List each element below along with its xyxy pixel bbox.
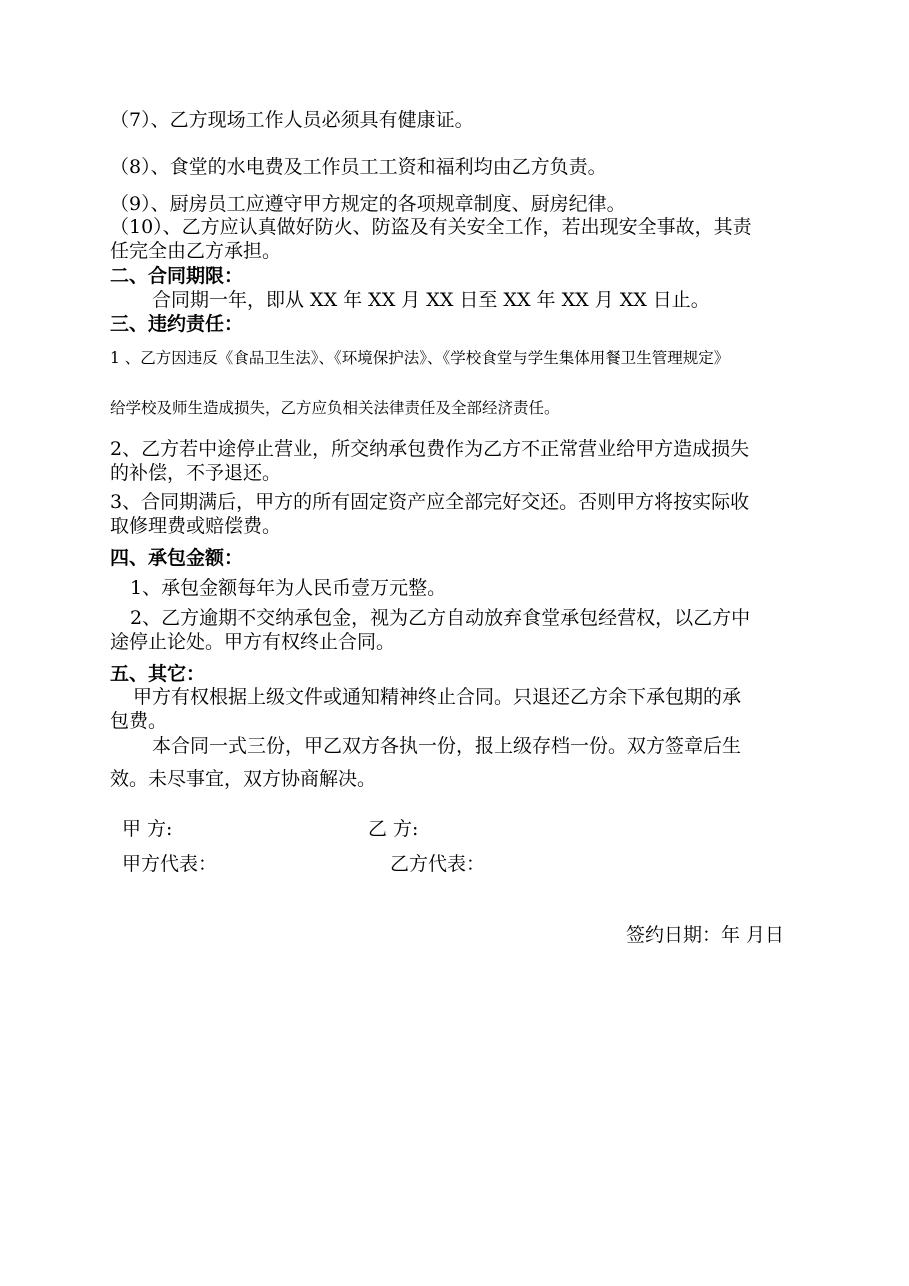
section-4-item-2-line-1: 2、乙方逾期不交纳承包金，视为乙方自动放弃食堂承包经营权，以乙方中 bbox=[130, 607, 751, 629]
section-3-item-2-line-1: 2、乙方若中途停止营业，所交纳承包费作为乙方不正常营业给甲方造成损失 bbox=[110, 438, 750, 460]
section-5-heading: 五、其它： bbox=[110, 663, 206, 685]
section-4-heading: 四、承包金额： bbox=[110, 547, 244, 569]
section-2-text: 合同期一年，即从 XX 年 XX 月 XX 日至 XX 年 XX 月 XX 日止。 bbox=[152, 289, 710, 311]
section-3-item-1-line-2: 给学校及师生造成损失，乙方应负相关法律责任及全部经济责任。 bbox=[110, 399, 560, 417]
section-5-para-1-line-2: 包费。 bbox=[110, 710, 168, 732]
section-4-item-1: 1、承包金额每年为人民币壹万元整。 bbox=[130, 577, 447, 599]
section-5-para-2-line-2: 效。未尽事宜，双方协商解决。 bbox=[110, 768, 377, 790]
party-b-label: 乙 方: bbox=[368, 818, 419, 840]
section-3-heading: 三、违约责任： bbox=[110, 313, 244, 335]
signing-date: 签约日期：年 月日 bbox=[626, 924, 785, 946]
section-5-para-2-line-1: 本合同一式三份，甲乙双方各执一份，报上级存档一份。双方签章后生 bbox=[152, 735, 742, 757]
section-3-item-1-line-1: 1 、乙方因违反《食品卫生法》、《环境保护法》、《学校食堂与学生集体用餐卫生管理规定》 bbox=[110, 349, 730, 367]
section-3-item-3-line-2: 取修理费或赔偿费。 bbox=[110, 515, 282, 537]
section-3-item-3-line-1: 3、合同期满后，甲方的所有固定资产应全部完好交还。否则甲方将按实际收 bbox=[110, 491, 750, 513]
clause-9: （9）、厨房员工应遵守甲方规定的各项规章制度、厨房纪律。 bbox=[110, 193, 626, 215]
party-b-representative-label: 乙方代表： bbox=[390, 853, 486, 875]
party-a-label: 甲 方: bbox=[122, 818, 173, 840]
section-2-heading: 二、合同期限： bbox=[110, 265, 244, 287]
clause-10-line-1: （10）、乙方应认真做好防火、防盗及有关安全工作，若出现安全事故，其责 bbox=[110, 216, 752, 238]
section-5-para-1-line-1: 甲方有权根据上级文件或通知精神终止合同。只退还乙方余下承包期的承 bbox=[133, 686, 742, 708]
section-4-item-2-line-2: 途停止论处。甲方有权终止合同。 bbox=[110, 631, 396, 653]
clause-8: （8）、食堂的水电费及工作员工工资和福利均由乙方负责。 bbox=[110, 156, 607, 178]
section-3-item-2-line-2: 的补偿，不予退还。 bbox=[110, 462, 282, 484]
party-a-representative-label: 甲方代表： bbox=[122, 853, 218, 875]
clause-10-line-2: 任完全由乙方承担。 bbox=[110, 240, 282, 262]
clause-7: （7）、乙方现场工作人员必须具有健康证。 bbox=[110, 109, 474, 131]
